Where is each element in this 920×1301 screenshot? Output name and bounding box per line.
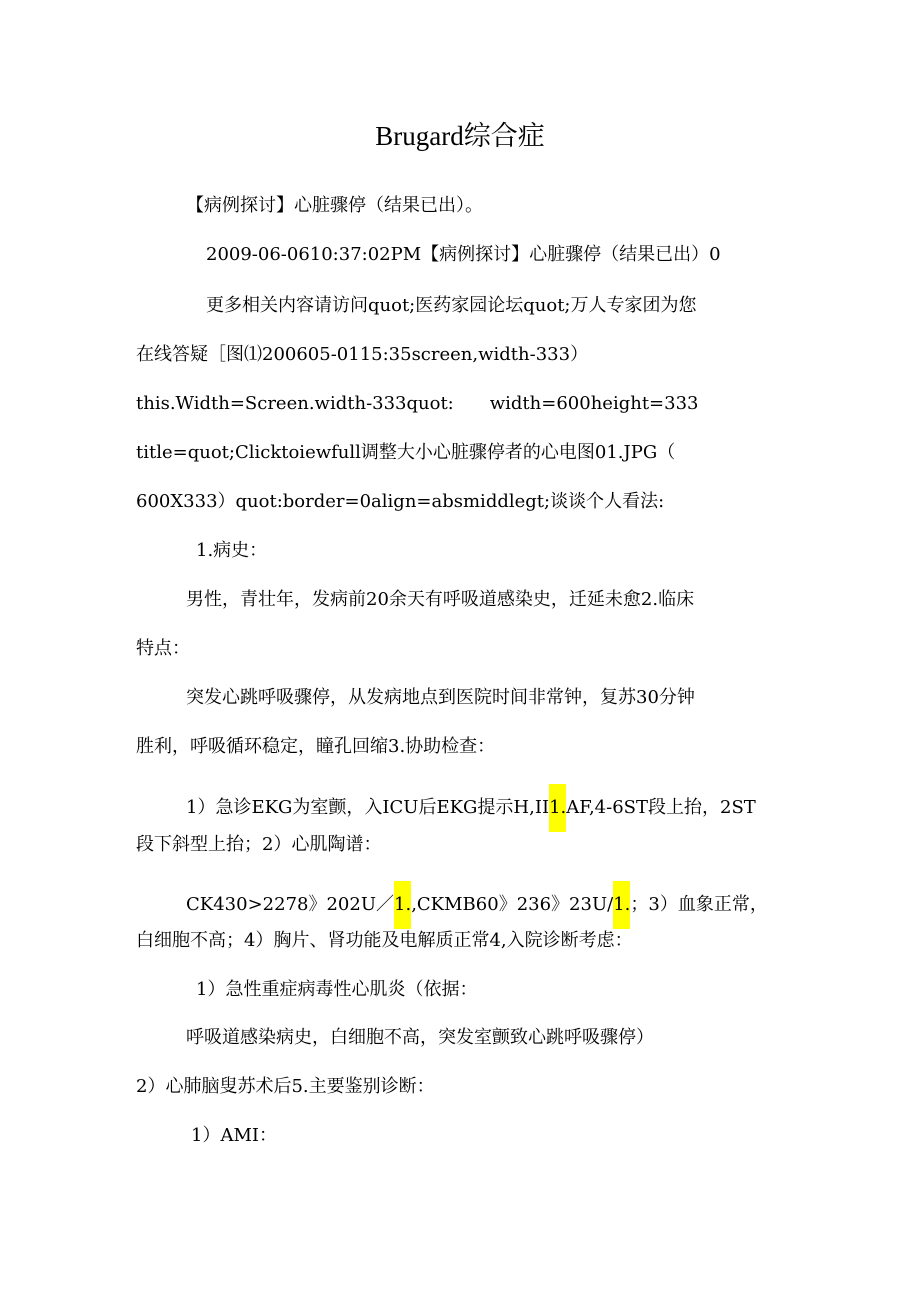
text-segment: 1）急诊EKG为室颤，入ICU后EKG提示H,II <box>186 797 550 818</box>
text-segment: ,CKMB60》236》23U/ <box>411 894 614 915</box>
text-line-3: 更多相关内容请访问quot;医药家园论坛quot;万人专家团为您 <box>206 295 697 316</box>
text-line-9: 男性，青壮年，发病前20余天有呼吸道感染史，迁延未愈2.临床 <box>186 589 695 610</box>
highlighted-text: 1. <box>394 881 411 929</box>
text-line-16: 白细胞不高；4）胸片、肾功能及电解质正常4,入院诊断考虑： <box>136 930 633 951</box>
highlighted-text: 1. <box>549 784 566 832</box>
text-segment: ；3）血象正常， <box>630 894 768 915</box>
text-line-6: title=quot;Clicktoiewfull调整大小心脏骤停者的心电图01.JPG（ <box>136 442 676 463</box>
text-line-17: 1）急性重症病毒性心肌炎（依据： <box>196 979 478 1000</box>
text-line-18: 呼吸道感染病史，白细胞不高，突发室颤致心跳呼吸骤停） <box>186 1027 654 1048</box>
document-title: Brugard综合症 <box>375 121 545 151</box>
text-line-2: 2009-06-0610:37:02PM【病例探讨】心脏骤停（结果已出）0 <box>206 244 721 265</box>
text-line-19: 2）心肺脑叟苏术后5.主要鉴别诊断： <box>136 1076 435 1097</box>
text-line-13 <box>186 784 756 832</box>
text-line-15 <box>186 881 768 929</box>
text-line-12: 胜利，呼吸循环稳定，瞳孔回缩3.协助检查： <box>136 736 496 757</box>
text-line-14: 段下斜型上抬；2）心肌陶谱： <box>136 834 382 855</box>
text-segment: CK430>2278》202U／ <box>186 894 394 915</box>
text-segment: AF,4-6ST段上抬，2ST <box>566 797 756 818</box>
text-line-20: 1）AMI： <box>191 1125 277 1146</box>
text-line-1: 【病例探讨】心脏骤停（结果已出）。 <box>186 195 483 216</box>
text-line-11: 突发心跳呼吸骤停，从发病地点到医院时间非常钟，复苏30分钟 <box>186 687 695 708</box>
text-line-10: 特点： <box>136 638 190 659</box>
text-line-4: 在线答疑［图⑴200605-0115:35screen,width-333） <box>136 344 589 365</box>
text-line-8: 1.病史： <box>196 540 268 561</box>
text-line-5: this.Width=Screen.width-333quot: width=600height=333 <box>136 393 699 414</box>
highlighted-text: 1. <box>613 881 630 929</box>
text-line-7: 600X333）quot:border=0align=absmiddlegt;谈谈个人看法: <box>136 491 665 512</box>
